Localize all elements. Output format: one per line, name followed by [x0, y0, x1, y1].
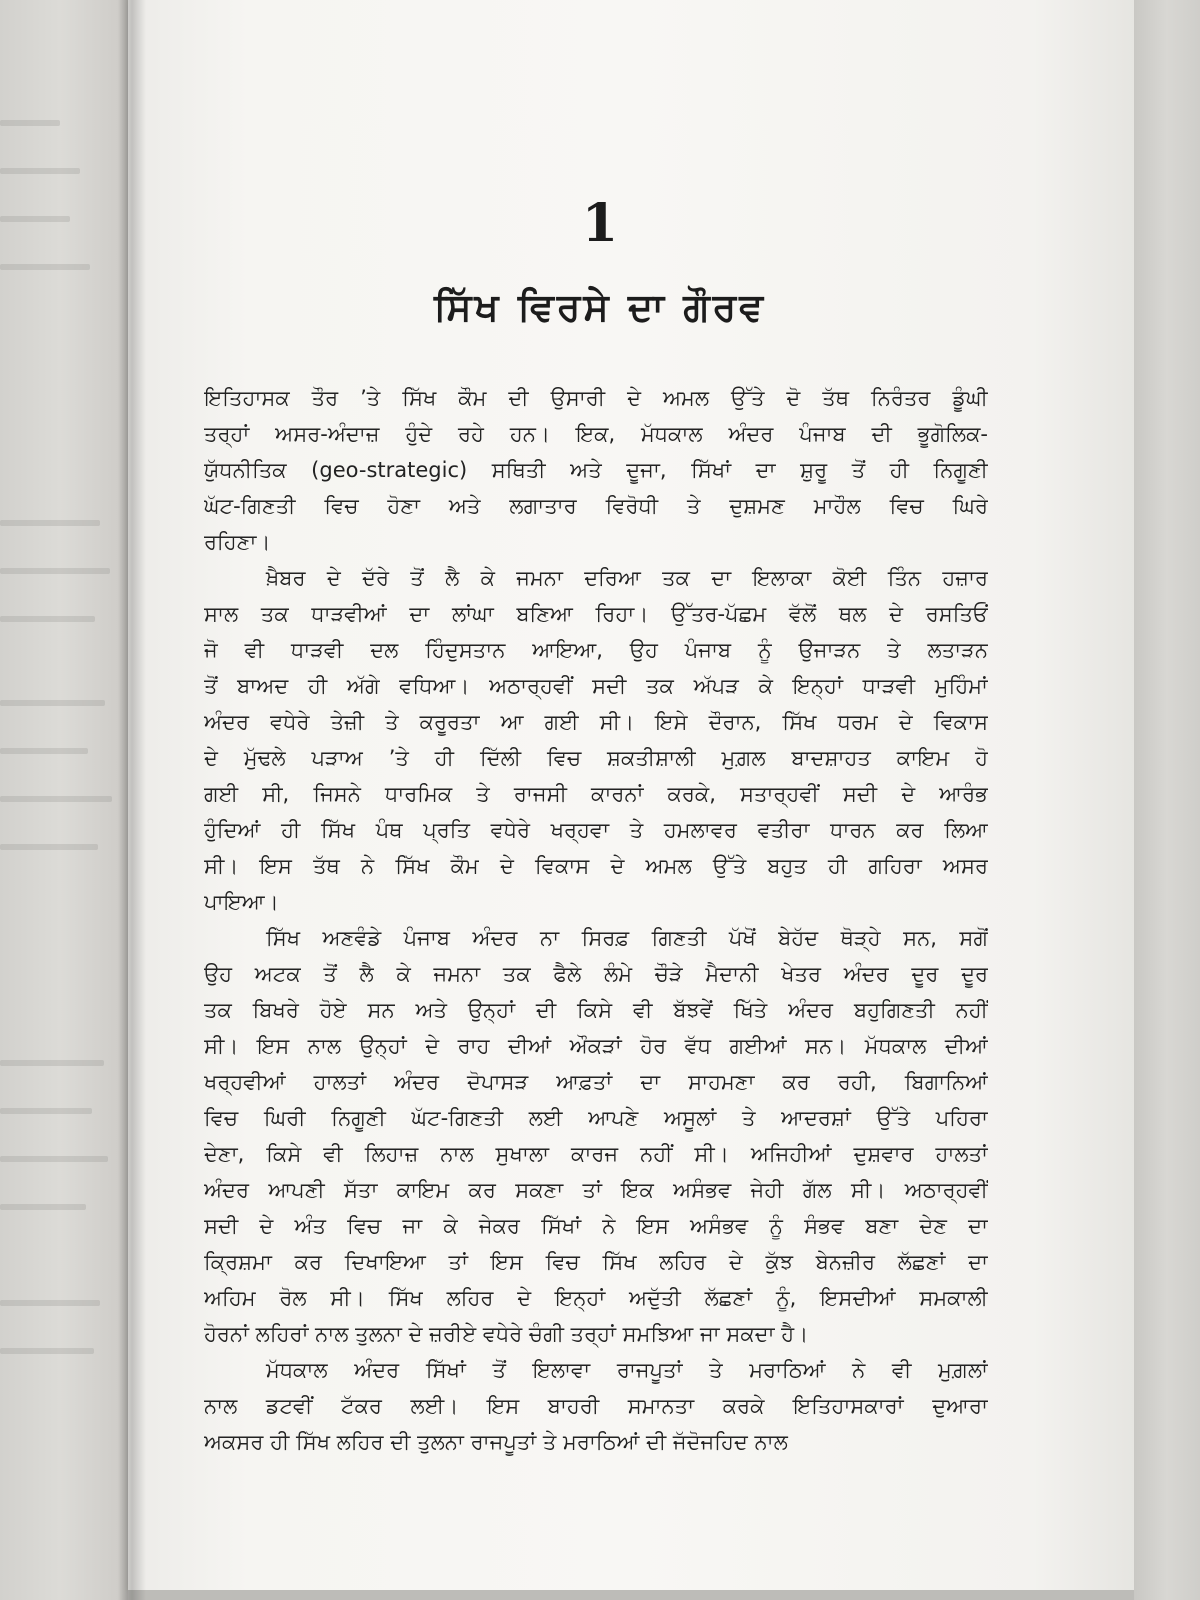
- text-line: ਉਹ ਅਟਕ ਤੋਂ ਲੈ ਕੇ ਜਮਨਾ ਤਕ ਫੈਲੇ ਲੰਮੇ ਚੌੜੇ ਮੈਦਾਨੀ ਖੇਤਰ ਅੰਦਰ ਦੂਰ ਦੂਰ: [204, 962, 988, 986]
- text-line: ਜੋ ਵੀ ਧਾੜਵੀ ਦਲ ਹਿੰਦੁਸਤਾਨ ਆਇਆ, ਉਹ ਪੰਜਾਬ ਨੂੰ ਉਜਾੜਨ ਤੇ ਲਤਾੜਨ: [204, 638, 988, 662]
- bleed-through-line: [0, 796, 112, 802]
- text-line: ਮੱਧਕਾਲ ਅੰਦਰ ਸਿੱਖਾਂ ਤੋਂ ਇਲਾਵਾ ਰਾਜਪੂਤਾਂ ਤੇ ਮਰਾਠਿਆਂ ਨੇ ਵੀ ਮੁਗ਼ਲਾਂ: [266, 1358, 988, 1382]
- page-bottom-edge: [128, 1590, 1134, 1600]
- text-line: ਤਰ੍ਹਾਂ ਅਸਰ-ਅੰਦਾਜ਼ ਹੁੰਦੇ ਰਹੇ ਹਨ। ਇਕ, ਮੱਧਕਾਲ ਅੰਦਰ ਪੰਜਾਬ ਦੀ ਭੂਗੋਲਿਕ-: [204, 422, 988, 446]
- text-line: ਦੇ ਮੁੱਢਲੇ ਪੜਾਅ ’ਤੇ ਹੀ ਦਿੱਲੀ ਵਿਚ ਸ਼ਕਤੀਸ਼ਾਲੀ ਮੁਗ਼ਲ ਬਾਦਸ਼ਾਹਤ ਕਾਇਮ ਹੋ: [204, 746, 988, 770]
- text-line: ਖਰ੍ਹਵੀਆਂ ਹਾਲਤਾਂ ਅੰਦਰ ਦੋਪਾਸੜ ਆਫ਼ਤਾਂ ਦਾ ਸਾਹਮਣਾ ਕਰ ਰਹੀ, ਬਿਗਾਨਿਆਂ: [204, 1070, 988, 1094]
- text-line: ਪਾਇਆ।: [204, 890, 279, 914]
- bleed-through-line: [0, 1348, 94, 1354]
- text-line: ਹੋਰਨਾਂ ਲਹਿਰਾਂ ਨਾਲ ਤੁਲਨਾ ਦੇ ਜ਼ਰੀਏ ਵਧੇਰੇ ਚੰਗੀ ਤਰ੍ਹਾਂ ਸਮਝਿਆ ਜਾ ਸਕਦਾ ਹੈ।: [204, 1322, 809, 1346]
- text-line: ਅੰਦਰ ਵਧੇਰੇ ਤੇਜ਼ੀ ਤੇ ਕਰੂਰਤਾ ਆ ਗਈ ਸੀ। ਇਸੇ ਦੌਰਾਨ, ਸਿੱਖ ਧਰਮ ਦੇ ਵਿਕਾਸ: [204, 710, 988, 734]
- text-line: ਰਹਿਣਾ।: [204, 530, 271, 554]
- text-line: ਤੋਂ ਬਾਅਦ ਹੀ ਅੱਗੇ ਵਧਿਆ। ਅਠਾਰ੍ਹਵੀਂ ਸਦੀ ਤਕ ਅੱਪੜ ਕੇ ਇਨ੍ਹਾਂ ਧਾੜਵੀ ਮੁਹਿੰਮਾਂ: [204, 674, 988, 698]
- bleed-through-line: [0, 844, 98, 850]
- bleed-through-line: [0, 700, 105, 706]
- chapter-body: [204, 380, 988, 1460]
- text-line: ਖ਼ੈਬਰ ਦੇ ਦੱਰੇ ਤੋਂ ਲੈ ਕੇ ਜਮਨਾ ਦਰਿਆ ਤਕ ਦਾ ਇਲਾਕਾ ਕੋਈ ਤਿੰਨ ਹਜ਼ਾਰ: [266, 566, 988, 590]
- text-line: ਸਦੀ ਦੇ ਅੰਤ ਵਿਚ ਜਾ ਕੇ ਜੇਕਰ ਸਿੱਖਾਂ ਨੇ ਇਸ ਅਸੰਭਵ ਨੂੰ ਸੰਭਵ ਬਣਾ ਦੇਣ ਦਾ: [204, 1214, 988, 1238]
- paragraph: [204, 1352, 988, 1460]
- bleed-through-line: [0, 748, 88, 754]
- text-line: ਸਾਲ ਤਕ ਧਾੜਵੀਆਂ ਦਾ ਲਾਂਘਾ ਬਣਿਆ ਰਿਹਾ। ਉੱਤਰ-ਪੱਛਮ ਵੱਲੋਂ ਥਲ ਦੇ ਰਸਤਿਓਂ: [204, 602, 988, 626]
- chapter-number: 1: [581, 193, 619, 254]
- text-line: ਸਿੱਖ ਅਣਵੰਡੇ ਪੰਜਾਬ ਅੰਦਰ ਨਾ ਸਿਰਫ਼ ਗਿਣਤੀ ਪੱਖੋਂ ਬੇਹੱਦ ਥੋੜ੍ਹੇ ਸਨ, ਸਗੋਂ: [266, 926, 988, 950]
- bleed-through-line: [0, 1060, 104, 1066]
- text-line: ਵਿਚ ਘਿਰੀ ਨਿਗੂਣੀ ਘੱਟ-ਗਿਣਤੀ ਲਈ ਆਪਣੇ ਅਸੂਲਾਂ ਤੇ ਆਦਰਸ਼ਾਂ ਉੱਤੇ ਪਹਿਰਾ: [204, 1106, 988, 1130]
- paragraph: [204, 560, 988, 920]
- text-line: ਗਈ ਸੀ, ਜਿਸਨੇ ਧਾਰਮਿਕ ਤੇ ਰਾਜਸੀ ਕਾਰਨਾਂ ਕਰਕੇ, ਸਤਾਰ੍ਹਵੀਂ ਸਦੀ ਦੇ ਆਰੰਭ: [204, 782, 988, 806]
- paragraph: [204, 920, 988, 1352]
- text-line: ਕ੍ਰਿਸ਼ਮਾ ਕਰ ਦਿਖਾਇਆ ਤਾਂ ਇਸ ਵਿਚ ਸਿੱਖ ਲਹਿਰ ਦੇ ਕੁੱਝ ਬੇਨਜ਼ੀਰ ਲੱਛਣਾਂ ਦਾ: [204, 1250, 988, 1274]
- text-line: ਹੁੰਦਿਆਂ ਹੀ ਸਿੱਖ ਪੰਥ ਪ੍ਰਤਿ ਵਧੇਰੇ ਖਰ੍ਹਵਾ ਤੇ ਹਮਲਾਵਰ ਵਤੀਰਾ ਧਾਰਨ ਕਰ ਲਿਆ: [204, 818, 988, 842]
- text-line: ਅਕਸਰ ਹੀ ਸਿੱਖ ਲਹਿਰ ਦੀ ਤੁਲਨਾ ਰਾਜਪੂਤਾਂ ਤੇ ਮਰਾਠਿਆਂ ਦੀ ਜੱਦੋਜਹਿਦ ਨਾਲ: [204, 1430, 788, 1454]
- text-line: ਸੀ। ਇਸ ਨਾਲ ਉਨ੍ਹਾਂ ਦੇ ਰਾਹ ਦੀਆਂ ਔਕੜਾਂ ਹੋਰ ਵੱਧ ਗਈਆਂ ਸਨ। ਮੱਧਕਾਲ ਦੀਆਂ: [204, 1034, 988, 1058]
- bleed-through-line: [0, 520, 100, 526]
- text-line: ਅੰਦਰ ਆਪਣੀ ਸੱਤਾ ਕਾਇਮ ਕਰ ਸਕਣਾ ਤਾਂ ਇਕ ਅਸੰਭਵ ਜੇਹੀ ਗੱਲ ਸੀ। ਅਠਾਰ੍ਹਵੀਂ: [204, 1178, 988, 1202]
- bleed-through-line: [0, 568, 110, 574]
- text-line: ਯੁੱਧਨੀਤਿਕ (geo-strategic) ਸਥਿਤੀ ਅਤੇ ਦੂਜਾ, ਸਿੱਖਾਂ ਦਾ ਸ਼ੁਰੂ ਤੋਂ ਹੀ ਨਿਗੂਣੀ: [204, 458, 988, 482]
- bleed-through-line: [0, 264, 90, 270]
- bleed-through-line: [0, 1204, 86, 1210]
- text-line: ਤਕ ਬਿਖਰੇ ਹੋਏ ਸਨ ਅਤੇ ਉਨ੍ਹਾਂ ਦੀ ਕਿਸੇ ਵੀ ਬੱਝਵੇਂ ਖਿੱਤੇ ਅੰਦਰ ਬਹੁਗਿਣਤੀ ਨਹੀਂ: [204, 998, 988, 1022]
- bleed-through-line: [0, 1108, 92, 1114]
- text-line: ਘੱਟ-ਗਿਣਤੀ ਵਿਚ ਹੋਣਾ ਅਤੇ ਲਗਾਤਾਰ ਵਿਰੋਧੀ ਤੇ ਦੁਸ਼ਮਣ ਮਾਹੌਲ ਵਿਚ ਘਿਰੇ: [204, 494, 988, 518]
- paragraph: [204, 380, 988, 560]
- bleed-through-line: [0, 616, 95, 622]
- bleed-through-line: [0, 168, 80, 174]
- bleed-through-line: [0, 1156, 108, 1162]
- text-line: ਅਹਿਮ ਰੋਲ ਸੀ। ਸਿੱਖ ਲਹਿਰ ਦੇ ਇਨ੍ਹਾਂ ਅਦੁੱਤੀ ਲੱਛਣਾਂ ਨੂੰ, ਇਸਦੀਆਂ ਸਮਕਾਲੀ: [204, 1286, 988, 1310]
- bleed-through-line: [0, 1300, 100, 1306]
- text-line: ਦੇਣਾ, ਕਿਸੇ ਵੀ ਲਿਹਾਜ਼ ਨਾਲ ਸੁਖਾਲਾ ਕਾਰਜ ਨਹੀਂ ਸੀ। ਅਜਿਹੀਆਂ ਦੁਸ਼ਵਾਰ ਹਾਲਤਾਂ: [204, 1142, 988, 1166]
- text-line: ਇਤਿਹਾਸਕ ਤੌਰ ’ਤੇ ਸਿੱਖ ਕੌਮ ਦੀ ਉਸਾਰੀ ਦੇ ਅਮਲ ਉੱਤੇ ਦੋ ਤੱਥ ਨਿਰੰਤਰ ਡੂੰਘੀ: [204, 386, 988, 410]
- book-gutter: [118, 0, 146, 1600]
- chapter-title: ਸਿੱਖ ਵਿਰਸੇ ਦਾ ਗੌਰਵ: [433, 285, 767, 329]
- text-line: ਨਾਲ ਡਟਵੀਂ ਟੱਕਰ ਲਈ। ਇਸ ਬਾਹਰੀ ਸਮਾਨਤਾ ਕਰਕੇ ਇਤਿਹਾਸਕਾਰਾਂ ਦੁਆਰਾ: [204, 1394, 988, 1418]
- text-line: ਸੀ। ਇਸ ਤੱਥ ਨੇ ਸਿੱਖ ਕੌਮ ਦੇ ਵਿਕਾਸ ਦੇ ਅਮਲ ਉੱਤੇ ਬਹੁਤ ਹੀ ਗਹਿਰਾ ਅਸਰ: [204, 854, 988, 878]
- bleed-through-line: [0, 120, 60, 126]
